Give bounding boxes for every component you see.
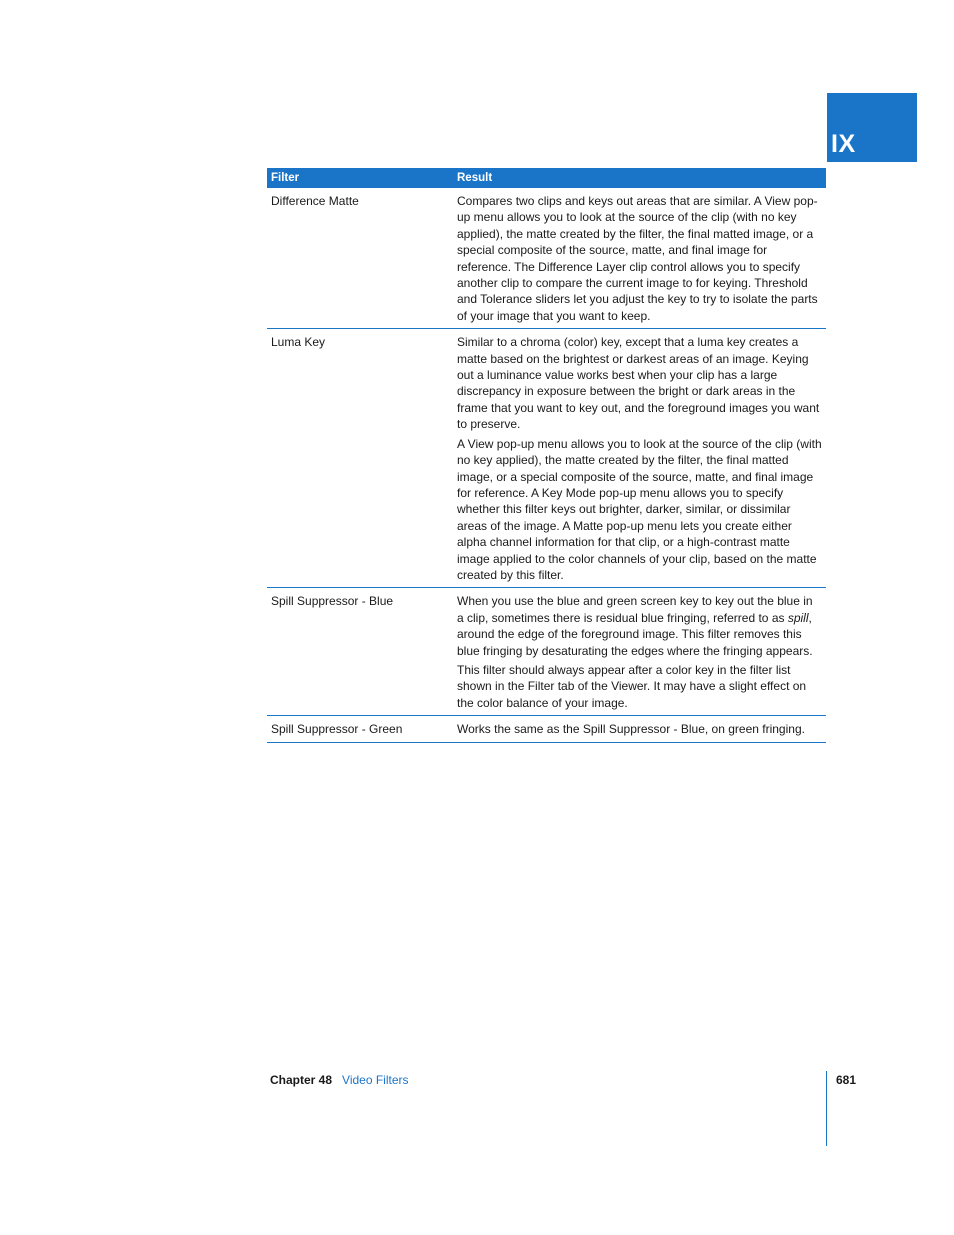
result-term: spill (787, 610, 809, 625)
header-filter: Filter (267, 168, 453, 188)
filter-name: Difference Matte (267, 188, 453, 329)
part-label: IX (831, 130, 856, 158)
table-row (267, 588, 826, 716)
filter-result (453, 188, 826, 329)
filter-table (267, 168, 826, 743)
table-header-row (267, 168, 826, 188)
table-row (267, 188, 826, 329)
chapter-title-link[interactable]: Video Filters (342, 1073, 409, 1087)
page-number: 681 (836, 1073, 857, 1087)
filter-name: Spill Suppressor - Green (267, 716, 453, 742)
table-row (267, 329, 826, 588)
filter-result (453, 716, 826, 742)
result-paragraph (457, 593, 822, 659)
result-paragraph: Works the same as the Spill Suppressor - Blue, on green fringing. (457, 722, 805, 737)
result-paragraph: A View pop-up menu allows you to look at the source of the clip (with no key applied), the matte created by the filter, the final matted image, or a special composite of the source, matte, and final image for reference. A Key Mode pop-up menu allows you to specify whether this filter keys out brighter, darker, similar, or dissimilar areas of the image. A Matte pop-up menu lets you create either alpha channel information for that clip, or a high-contrast matte image applied to the color channels of your clip, based on the matte created by this filter. (457, 436, 822, 582)
chapter-label: Chapter 48 (270, 1073, 333, 1087)
filter-name: Spill Suppressor - Blue (267, 588, 453, 716)
result-text: When you use the blue and green screen key to key out the blue in a clip, sometimes there is residual blue fringing, referred to as (457, 594, 813, 625)
filter-result (453, 588, 826, 716)
result-paragraph: This filter should always appear after a color key in the filter list shown in the Filter tab of the Viewer. It may have a slight effect on the color balance of your image. (457, 662, 807, 710)
part-tab (827, 93, 917, 162)
header-result: Result (453, 168, 826, 188)
result-text: , around the edge of the foreground image. This filter removes this blue fringing by desaturating the edges where the fringing appears. (457, 610, 813, 658)
filter-name: Luma Key (267, 329, 453, 588)
footer-divider (826, 1071, 827, 1146)
table-row (267, 716, 826, 742)
footer-chapter (270, 1073, 409, 1087)
filter-result (453, 329, 826, 588)
result-paragraph: Compares two clips and keys out areas that are similar. A View pop-up menu allows you to look at the source of the clip (with no key applied), the matte created by the filter, the final matted image, or a special composite of the source, matte, and final image for reference. The Difference Layer clip control allows you to specify another clip to compare the current image to for keying. Threshold and Tolerance sliders let you adjust the key to try to isolate the parts of your image that you want to keep. (457, 194, 818, 323)
result-paragraph: Similar to a chroma (color) key, except that a luma key creates a matte based on the brightest or darkest areas of an image. Keying out a luminance value works best when your clip has a large discrepancy in exposure between the bright or dark areas in the frame that you want to key out, and the foreground images you want to preserve. (457, 335, 820, 432)
